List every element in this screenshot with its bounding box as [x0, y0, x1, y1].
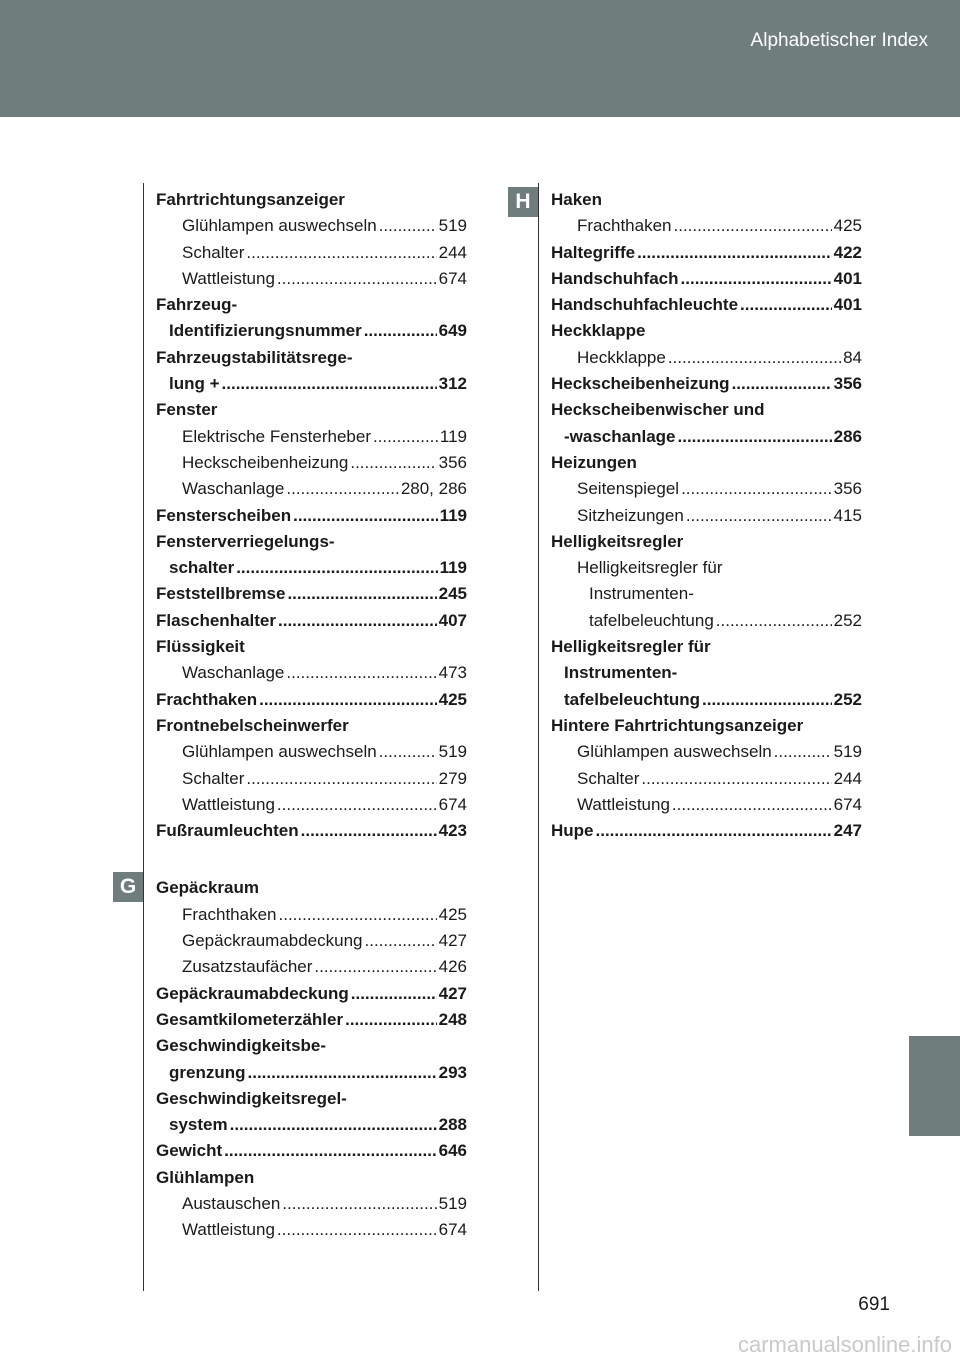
dot-leader [314, 954, 436, 980]
entry-term: Frachthaken [182, 904, 277, 924]
dot-leader [293, 503, 437, 529]
index-heading: Fahrtrichtungsanzeiger [156, 190, 345, 209]
dot-leader [224, 1138, 437, 1164]
entry-page: 356 [833, 374, 862, 394]
entry-page: 519 [438, 742, 467, 762]
index-entry [156, 981, 467, 1007]
entry-term: schalter [169, 558, 235, 578]
index-column-right [551, 187, 862, 844]
index-entry [551, 213, 862, 239]
dot-leader [301, 818, 437, 844]
entry-term: Gewicht [156, 1141, 223, 1161]
letter-marker-h: H [508, 187, 538, 217]
index-entry [156, 1007, 467, 1033]
entry-term: Schalter [577, 768, 640, 788]
watermark: carmanualsonline.info [737, 1332, 952, 1357]
index-heading: Fahrzeug- [156, 295, 238, 315]
index-entry [551, 687, 862, 713]
entry-term: Flaschenhalter [156, 610, 276, 630]
entry-page: 649 [438, 321, 467, 341]
entry-term: Schalter [182, 768, 245, 788]
index-entry [156, 818, 467, 844]
entry-term: Frachthaken [577, 216, 672, 236]
left-column-rule [143, 183, 144, 1291]
index-heading: Geschwindigkeitsregel- [156, 1088, 347, 1108]
entry-page: 84 [843, 347, 862, 367]
index-entry [156, 266, 467, 292]
entry-page: 423 [438, 821, 467, 841]
entry-page: 356 [438, 452, 467, 472]
index-entry [551, 608, 862, 634]
index-entry [156, 1191, 467, 1217]
entry-term: Fußraumleuchten [156, 821, 299, 841]
dot-leader [379, 213, 437, 239]
dot-leader [350, 450, 436, 476]
entry-term: Seitenspiegel [577, 479, 680, 499]
index-entry [156, 213, 467, 239]
index-entry [156, 928, 467, 954]
entry-page: 427 [438, 983, 467, 1003]
index-entry [156, 1060, 467, 1086]
index-entry [551, 266, 862, 292]
entry-term: Heckscheibenheizung [182, 452, 349, 472]
entry-page: 674 [438, 268, 467, 288]
dot-leader [248, 1060, 437, 1086]
entry-page: 244 [833, 768, 862, 788]
entry-page: 415 [833, 505, 862, 525]
dot-leader [279, 902, 437, 928]
index-entry [551, 292, 862, 318]
dot-leader [373, 424, 438, 450]
section-gap [156, 844, 467, 875]
entry-page: 119 [439, 558, 467, 578]
entry-term: Heckklappe [577, 347, 666, 367]
entry-term: Sitzheizungen [577, 505, 684, 525]
dot-leader [351, 981, 437, 1007]
dot-leader [345, 1007, 437, 1033]
entry-term: -waschanlage [564, 426, 676, 446]
right-column-rule [538, 183, 539, 1291]
dot-leader [277, 266, 437, 292]
dot-leader [287, 581, 436, 607]
dot-leader [365, 928, 437, 954]
index-entry [551, 371, 862, 397]
index-heading: Heckscheibenwischer und [551, 400, 765, 420]
section-side-tab [909, 1036, 960, 1136]
index-entry [156, 954, 467, 980]
dot-leader [236, 555, 437, 581]
index-entry [156, 424, 467, 450]
dot-leader [716, 608, 832, 634]
entry-page: 427 [438, 931, 467, 951]
dot-leader [259, 687, 437, 713]
entry-term: Austauschen [182, 1193, 281, 1213]
index-heading: Helligkeitsregler für [551, 637, 711, 657]
dot-leader [732, 371, 832, 397]
entry-term: tafelbeleuchtung [589, 610, 714, 630]
entry-page: 252 [833, 689, 862, 709]
index-entry [156, 240, 467, 266]
entry-page: 674 [438, 1220, 467, 1240]
index-entry [156, 660, 467, 686]
index-entry [156, 739, 467, 765]
entry-page: 293 [438, 1062, 467, 1082]
entry-term: Wattleistung [577, 794, 670, 814]
entry-page: 401 [833, 295, 862, 315]
index-entry [551, 240, 862, 266]
entry-page: 422 [833, 242, 862, 262]
dot-leader [668, 345, 841, 371]
page-number: 691 [858, 1294, 890, 1315]
entry-term: Identifizierungsnummer [169, 321, 362, 341]
page-header [0, 0, 960, 117]
index-heading: Haken [551, 190, 603, 209]
index-entry [156, 1138, 467, 1164]
dot-leader [681, 476, 832, 502]
index-entry [156, 371, 467, 397]
index-heading: Hintere Fahrtrichtungsanzeiger [551, 715, 804, 735]
dot-leader [277, 792, 437, 818]
entry-term: Heckscheibenheizung [551, 374, 730, 394]
entry-page: 312 [438, 374, 467, 394]
index-entry [156, 792, 467, 818]
letter-marker-g: G [113, 872, 143, 902]
index-entry [551, 792, 862, 818]
dot-leader [672, 792, 832, 818]
entry-page: 248 [438, 1009, 467, 1029]
index-entry [156, 687, 467, 713]
dot-leader [364, 318, 437, 344]
entry-term: Schalter [182, 242, 245, 262]
index-entry [156, 608, 467, 634]
index-column-left [156, 187, 467, 1244]
entry-term: Haltegriffe [551, 242, 636, 262]
index-heading: Helligkeitsregler für [577, 558, 723, 578]
header-title: Alphabetischer Index [750, 30, 928, 51]
index-heading: Instrumenten- [589, 584, 694, 604]
index-entry [551, 503, 862, 529]
index-entry [551, 424, 862, 450]
index-heading: Gepäckraum [156, 878, 259, 898]
entry-term: Gepäckraumabdeckung [182, 931, 363, 951]
dot-leader [637, 240, 832, 266]
index-heading: Flüssigkeit [156, 637, 245, 657]
entry-term: Handschuhfachleuchte [551, 295, 739, 315]
index-heading: Heizungen [551, 452, 637, 472]
index-heading: Heckklappe [551, 321, 646, 341]
entry-page: 674 [833, 794, 862, 814]
entry-term: Frachthaken [156, 689, 258, 709]
dot-leader [277, 1217, 437, 1243]
index-heading: Instrumenten- [564, 663, 678, 683]
index-entry [156, 902, 467, 928]
dot-leader [246, 240, 436, 266]
entry-term: Wattleistung [182, 1220, 275, 1240]
entry-page: 646 [438, 1141, 467, 1161]
index-entry [156, 476, 467, 502]
index-entry [551, 818, 862, 844]
dot-leader [686, 503, 832, 529]
entry-term: Hupe [551, 821, 594, 841]
index-entry [156, 1217, 467, 1243]
entry-term: Glühlampen auswechseln [577, 742, 772, 762]
entry-page: 244 [438, 242, 467, 262]
entry-term: Waschanlage [182, 663, 285, 683]
entry-term: tafelbeleuchtung [564, 689, 701, 709]
entry-page: 425 [833, 216, 862, 236]
dot-leader [678, 424, 832, 450]
entry-term: Wattleistung [182, 794, 275, 814]
dot-leader [641, 766, 831, 792]
entry-page: 280, 286 [400, 479, 467, 499]
dot-leader [379, 739, 437, 765]
entry-term: Gepäckraumabdeckung [156, 983, 349, 1003]
dot-leader [740, 292, 832, 318]
dot-leader [222, 371, 437, 397]
entry-page: 519 [438, 1193, 467, 1213]
entry-page: 286 [833, 426, 862, 446]
dot-leader [246, 766, 436, 792]
index-entry [156, 503, 467, 529]
entry-term: Zusatzstaufächer [182, 957, 313, 977]
dot-leader [286, 660, 436, 686]
entry-page: 288 [438, 1115, 467, 1135]
index-entry [156, 581, 467, 607]
dot-leader [702, 687, 832, 713]
entry-page: 425 [438, 689, 467, 709]
entry-term: Gesamtkilometerzähler [156, 1009, 344, 1029]
entry-term: Waschanlage [182, 479, 285, 499]
entry-page: 426 [438, 957, 467, 977]
entry-page: 401 [833, 268, 862, 288]
index-entry [551, 476, 862, 502]
entry-page: 425 [438, 904, 467, 924]
dot-leader [278, 608, 437, 634]
dot-leader [230, 1112, 437, 1138]
index-heading: Fensterverriegelungs- [156, 531, 335, 551]
entry-page: 473 [438, 663, 467, 683]
index-entry [551, 345, 862, 371]
entry-term: system [169, 1115, 228, 1135]
dot-leader [596, 818, 832, 844]
entry-term: grenzung [169, 1062, 246, 1082]
entry-page: 519 [833, 742, 862, 762]
index-entry [551, 739, 862, 765]
dot-leader [674, 213, 832, 239]
index-entry [156, 1112, 467, 1138]
index-heading: Geschwindigkeitsbe- [156, 1036, 327, 1056]
entry-page: 119 [439, 426, 467, 446]
entry-term: Glühlampen auswechseln [182, 742, 377, 762]
dot-leader [681, 266, 832, 292]
index-heading: Frontnebelscheinwerfer [156, 715, 349, 735]
index-heading: Fahrzeugstabilitätsrege- [156, 347, 353, 367]
dot-leader [282, 1191, 436, 1217]
entry-page: 245 [438, 584, 467, 604]
entry-term: Handschuhfach [551, 268, 679, 288]
index-entry [156, 766, 467, 792]
entry-page: 407 [438, 610, 467, 630]
entry-term: Elektrische Fensterheber [182, 426, 371, 446]
entry-page: 279 [438, 768, 467, 788]
index-entry [551, 766, 862, 792]
index-heading: Helligkeitsregler [551, 531, 684, 551]
entry-page: 252 [833, 610, 862, 630]
index-entry [156, 318, 467, 344]
entry-term: Fensterscheiben [156, 505, 292, 525]
entry-page: 247 [833, 821, 862, 841]
index-heading: Glühlampen [156, 1167, 255, 1187]
dot-leader [774, 739, 832, 765]
entry-term: Glühlampen auswechseln [182, 216, 377, 236]
index-entry [156, 555, 467, 581]
entry-page: 356 [833, 479, 862, 499]
index-heading: Fenster [156, 400, 218, 420]
entry-term: lung + [169, 374, 220, 394]
entry-page: 674 [438, 794, 467, 814]
entry-page: 119 [439, 505, 467, 525]
dot-leader [286, 476, 398, 502]
entry-page: 519 [438, 216, 467, 236]
index-entry [156, 450, 467, 476]
entry-term: Feststellbremse [156, 584, 286, 604]
entry-term: Wattleistung [182, 268, 275, 288]
